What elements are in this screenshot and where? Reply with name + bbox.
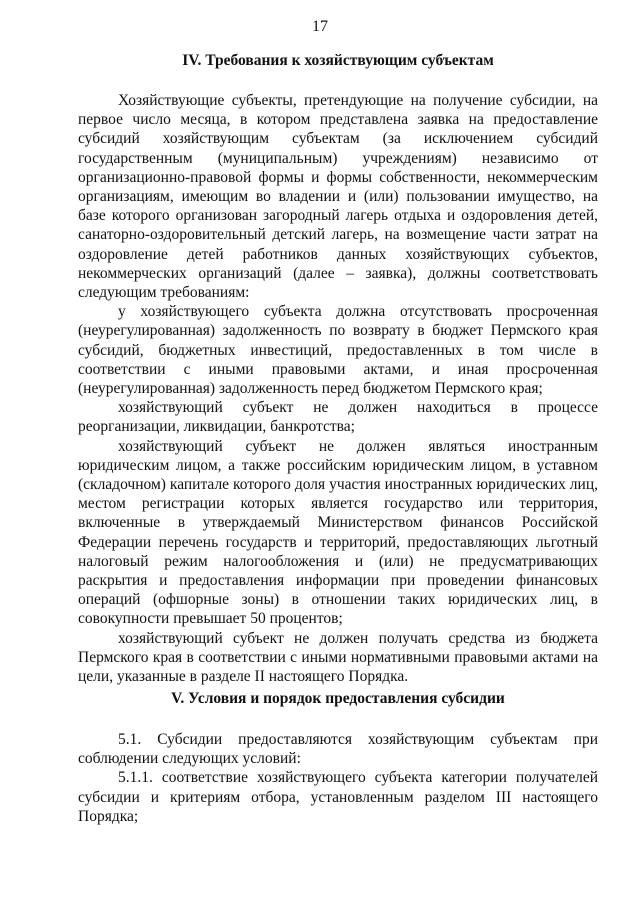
section-iv-paragraph: хозяйствующий субъект не должен получать средства из бюджета Пермского края в соответствии с иными нормативными правовыми актами на цели, указанные в разделе II настоящего Порядка. <box>78 629 598 686</box>
section-v-body <box>78 730 598 826</box>
section-iv-paragraph: Хозяйствующие субъекты, претендующие на получение субсидии, на первое число месяца, в котором представлена заявка на предоставление субсидий хозяйствующим субъектам (за исключением субсидий государственным (муниципальным) учреждениям) независимо от организационно-правовой формы и формы собственности, некоммерческим организациям, имеющим во владении и (или) пользовании имущество, на базе которого организован загородный лагерь отдыха и оздоровления детей, санаторно-оздоровительный детский лагерь, на возмещение части затрат на оздоровление детей работников данных хозяйствующих субъектов, некоммерческих организаций (далее – заявка), должны соответствовать следующим требованиям: <box>78 92 598 302</box>
section-iv-heading: IV. Требования к хозяйствующим субъектам <box>182 52 494 69</box>
section-v-heading: V. Условия и порядок предоставления субсидии <box>171 690 505 707</box>
section-iv-paragraph: хозяйствующий субъект не должен находиться в процессе реорганизации, ликвидации, банкротства; <box>78 399 598 436</box>
section-iv-paragraph: у хозяйствующего субъекта должна отсутствовать просроченная (неурегулированная) задолженность по возврату в бюджет Пермского края субсидий, бюджетных инвестиций, предоставленных в том числе в соответствии с иными правовыми актами, и иная просроченная (неурегулированная) задолженность перед бюджетом Пермского края; <box>78 303 598 398</box>
section-v-paragraph: 5.1.1. соответствие хозяйствующего субъекта категории получателей субсидии и критериям отбора, установленным разделом III настоящего Порядка; <box>78 769 598 825</box>
section-v-paragraph: 5.1. Субсидии предоставляются хозяйствующим субъектам при соблюдении следующих условий: <box>78 731 598 768</box>
section-iv-paragraph: хозяйствующий субъект не должен являться иностранным юридическим лицом, а также российским юридическим лицом, в уставном (складочном) капитале которого доля участия иностранных юридических лиц, местом регистрации которых является государство или территория, включенные в утверждаемый Министерством финансов Российской Федерации перечень государств и территорий, предоставляющих льготный налоговый режим налогообложения и (или) не предусматривающих раскрытия и предоставления информации при проведении финансовых операций (офшорные зоны) в отношении таких юридических лиц, в совокупности превышает 50 процентов; <box>78 437 598 628</box>
page-number: 17 <box>312 18 328 35</box>
section-iv-body <box>78 91 598 686</box>
